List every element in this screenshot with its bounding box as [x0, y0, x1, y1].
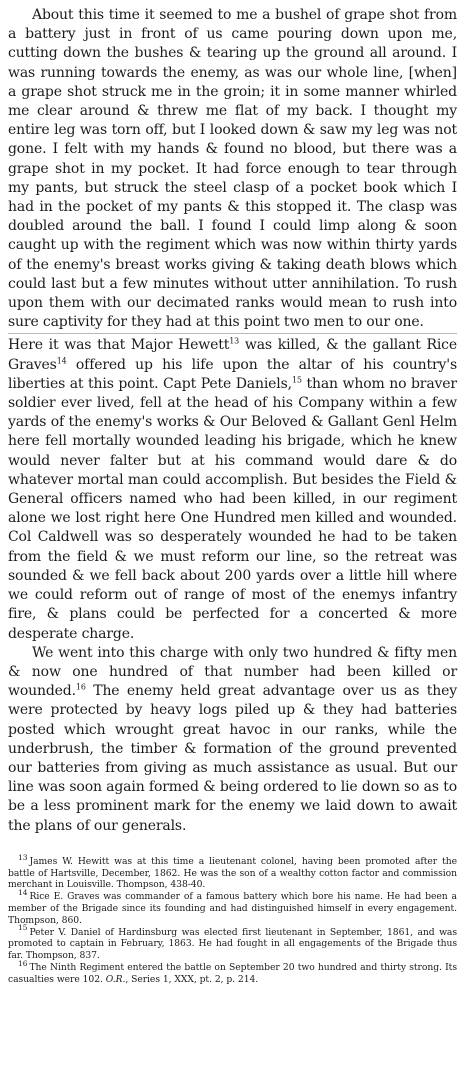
paragraph-3-text-b: The enemy held great advantage over us as they were protected by heavy logs piled up & they had batteries posted which wrought great havoc in our ranks, while the underbrush, the timber & formation of the ground prevented our batteries from giving as much assistance as usual. But our line was soon again formed & being ordered to lie down so as to be a less prominent mark for the enemy we laid down to await the plans of our generals.	[8, 683, 457, 834]
paragraph-2-text-a: Here it was that Major Hewett	[8, 337, 230, 354]
footnotes	[8, 852, 457, 986]
paragraph-2	[8, 336, 457, 643]
footnote-text-b: , Series 1, XXX, pt. 2, p. 214.	[125, 973, 259, 985]
paragraph-1: About this time it seemed to me a bushel of grape shot from a battery just in front of us came pouring down upon me, cutting down the bushes & tearing up the ground all around. I was running towards the enemy, as was our whole line, [when] a grape shot struck me in the groin; it in some manner whirled me clear around & threw me flat of my back. I thought my entire leg was torn off, but I looked down & saw my leg was not gone. I felt with my hands & found no blood, but there was a grape shot in my pocket. It had force enough to tear through my pants, but struck the steel clasp of a pocket book which I had in the pocket of my pants & this stopped it. The clasp was doubled around the ball. I found I could limp along & soon caught up with the regiment which was now within thirty yards of the enemy's breast works giving & taking death blows which could last but a few minutes without utter annihilation. To rush upon them with our decimated ranks would mean to rush into sure captivity for they had at this point two men to our one.	[8, 7, 457, 331]
footnote-number: 16	[18, 958, 28, 968]
footnote-13	[8, 852, 457, 891]
paragraph-2-text-d: than whom no braver soldier ever lived, fell at the head of his Company within a few yards of the enemy's works & Our Beloved & Gallant Genl Helm here fell mortally wounded leading his brigade, which he knew would never falter but at his command would dare & do whatever mortal man could accomplish. But besides the Field & General officers named who had been killed, in our regiment alone we lost right here One Hundred men killed and wounded. Col Caldwell was so desperately wounded he had to be taken from the field & we must reform our line, so the retreat was sounded & we fell back about 200 yards over a little hill where we could reform out of range of most of the enemys infantry fire, & plans could be perfected for a concerted & more desperate charge.	[8, 375, 457, 642]
body-text	[8, 6, 457, 836]
footnote-ref-13[interactable]: 13	[229, 336, 240, 346]
footnote-ref-16[interactable]: 16	[75, 682, 86, 692]
paragraph-2-text-b: was killed, & the gallant Rice Graves	[8, 337, 458, 373]
footnote-text: Peter V. Daniel of Hardinsburg was elected first lieutenant in September, 1861, and was promoted to captain in February, 1863. He had fought in all engagements of the Brigade thus far. Thompson, 837.	[8, 926, 457, 962]
footnote-text-italic: O.R.	[105, 973, 126, 985]
footnote-16	[8, 958, 457, 986]
footnote-text: Rice E. Graves was commander of a famous battery which bore his name. He had been a member of the Brigade since its founding and had distinguished himself in every engagement. Thompson, 860.	[8, 891, 457, 926]
paragraph-3-text-a: We went into this charge with only two hundred & fifty men & now one hundred of that number had been killed or wounded.	[8, 644, 457, 700]
footnote-ref-15[interactable]: 15	[291, 375, 302, 385]
footnote-number: 13	[18, 852, 28, 862]
footnote-15	[8, 923, 457, 962]
section-divider	[8, 333, 457, 334]
footnote-text-a: The Ninth Regiment entered the battle on September 20 two hundred and thirty strong. Its casualties were 102.	[8, 961, 457, 985]
footnote-number: 15	[18, 923, 28, 933]
footnote-text: James W. Hewitt was at this time a lieutenant colonel, having been promoted after the battle of Hartsville, December, 1862. He was the son of a wealthy cotton factor and commission merchant in Louisville. Thompson, 438-40.	[8, 855, 457, 891]
footnote-14	[8, 888, 457, 926]
footnote-number: 14	[18, 888, 28, 898]
footnote-ref-14[interactable]: 14	[56, 356, 67, 365]
paragraph-3	[8, 644, 457, 836]
paragraph-2-text-c: offered up his life upon the altar of his country's liberties at this point. Capt Pete Daniels,	[8, 356, 457, 392]
